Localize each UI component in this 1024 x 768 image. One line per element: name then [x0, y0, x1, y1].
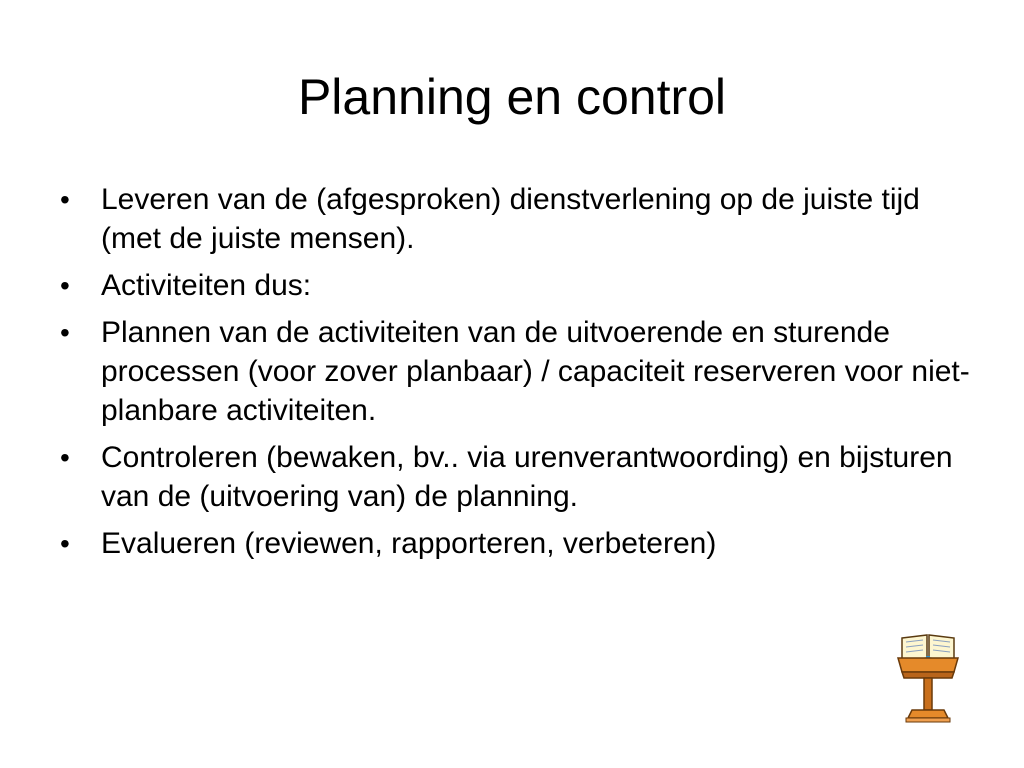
bullet-icon: •	[60, 317, 70, 348]
bullet-icon: •	[60, 270, 70, 301]
bullet-icon: •	[60, 442, 70, 473]
list-item	[60, 524, 980, 563]
list-item	[60, 313, 980, 430]
book-on-lectern-icon	[896, 628, 960, 724]
slide-title: Planning en control	[297, 69, 727, 125]
bullet-text: Evalueren (reviewen, rapporteren, verbeteren)	[101, 527, 717, 560]
bullet-list	[60, 180, 980, 571]
bullet-text: Plannen van de activiteiten van de uitvoerende en sturende processen (voor zover planbaar) / capaciteit reserveren voor niet-planbare activiteiten.	[101, 316, 970, 427]
list-item	[60, 266, 980, 305]
bullet-text: Activiteiten dus:	[101, 269, 312, 302]
bullet-icon: •	[60, 184, 70, 215]
bullet-text: Controleren (bewaken, bv.. via urenverantwoording) en bijsturen van de (uitvoering van) de planning.	[101, 441, 953, 513]
list-item	[60, 438, 980, 516]
bullet-text: Leveren van de (afgesproken) dienstverlening op de juiste tijd (met de juiste mensen).	[101, 183, 920, 255]
bullet-icon: •	[60, 528, 70, 559]
list-item	[60, 180, 980, 258]
